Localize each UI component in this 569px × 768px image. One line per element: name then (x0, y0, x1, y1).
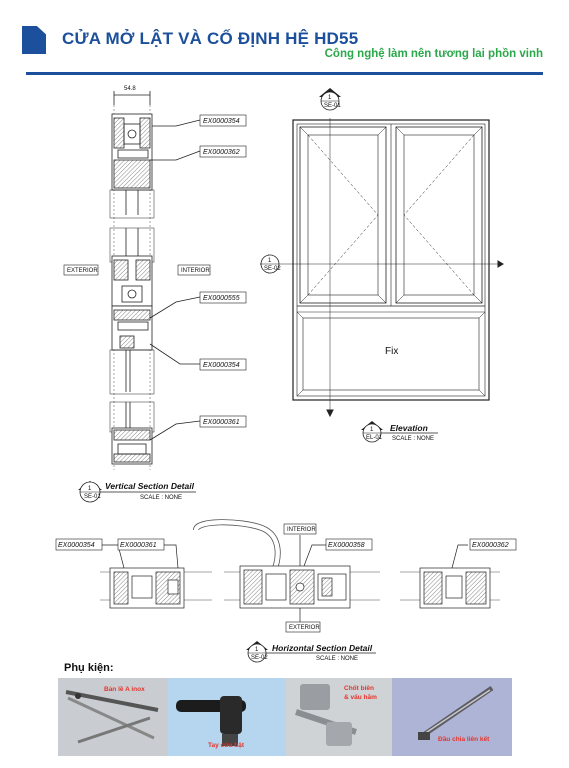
accessories-label: Phụ kiện: (64, 662, 114, 674)
horizontal-section-title: Horizontal Section Detail (272, 643, 373, 653)
elevation-marker-number: 1 (328, 95, 332, 101)
vertical-section (110, 91, 200, 470)
vertical-callout-2: EX0000362 (203, 149, 240, 156)
slogan: Công nghệ làm nên tương lai phồn vinh (324, 48, 543, 60)
vertical-section-title: Vertical Section Detail (105, 481, 194, 491)
horizontal-exterior-label: EXTERIOR (289, 625, 320, 631)
connector-bar-icon (392, 678, 512, 756)
horizontal-marker-ref: SE-02 (251, 655, 268, 661)
horizontal-marker-number: 1 (255, 647, 259, 653)
accessory-photo-latch (286, 678, 392, 756)
elevation-scale: SCALE : NONE (392, 436, 435, 442)
vertical-marker-number: 1 (88, 486, 92, 492)
accessory-photo-hinge (58, 678, 168, 756)
vertical-exterior-label: EXTERIOR (67, 268, 98, 274)
elevation-marker-ref: SE-01 (324, 103, 341, 109)
vertical-interior-label: INTERIOR (181, 268, 210, 274)
accessory-caption-handle: Tay cửa bật (208, 742, 245, 749)
vertical-callout-1: EX0000354 (203, 118, 240, 125)
accessory-photo-connector (392, 678, 512, 756)
accessory-caption-connector: Đầu chia liên kết (438, 736, 490, 743)
horizontal-callout-1: EX0000354 (58, 542, 95, 549)
horizontal-interior-label: INTERIOR (287, 527, 316, 533)
horizontal-section-scale: SCALE : NONE (316, 656, 359, 662)
accessory-photo-handle (168, 678, 286, 756)
fix-label: Fix (385, 346, 399, 357)
accessory-caption-latch: Chốt biên & vấu hãm (344, 685, 377, 701)
elevation-drawing (272, 118, 503, 416)
elevation-side-marker-number: 1 (268, 258, 272, 264)
horizontal-section (100, 522, 500, 622)
vertical-section-scale: SCALE : NONE (140, 495, 183, 501)
vertical-marker-ref: SE-01 (84, 494, 101, 500)
elevation-side-marker-ref: SE-02 (264, 266, 281, 272)
vertical-callout-3: EX0000555 (203, 295, 240, 302)
vertical-dimension: 54.8 (124, 86, 136, 92)
horizontal-callout-4: EX0000362 (472, 542, 509, 549)
elevation-title: Elevation (390, 423, 428, 433)
page-title: CỬA MỞ LẬT VÀ CỐ ĐỊNH HỆ HD55 (62, 29, 359, 48)
vertical-callout-4: EX0000354 (203, 362, 240, 369)
elevation-title-marker-ref: EL-01 (366, 435, 383, 441)
horizontal-callout-3: EX0000358 (328, 542, 365, 549)
elevation-title-marker-number: 1 (370, 427, 374, 433)
horizontal-callout-2: EX0000361 (120, 542, 157, 549)
vertical-callout-5: EX0000361 (203, 419, 240, 426)
accessory-caption-hinge: Bản lề A inox (104, 686, 145, 693)
